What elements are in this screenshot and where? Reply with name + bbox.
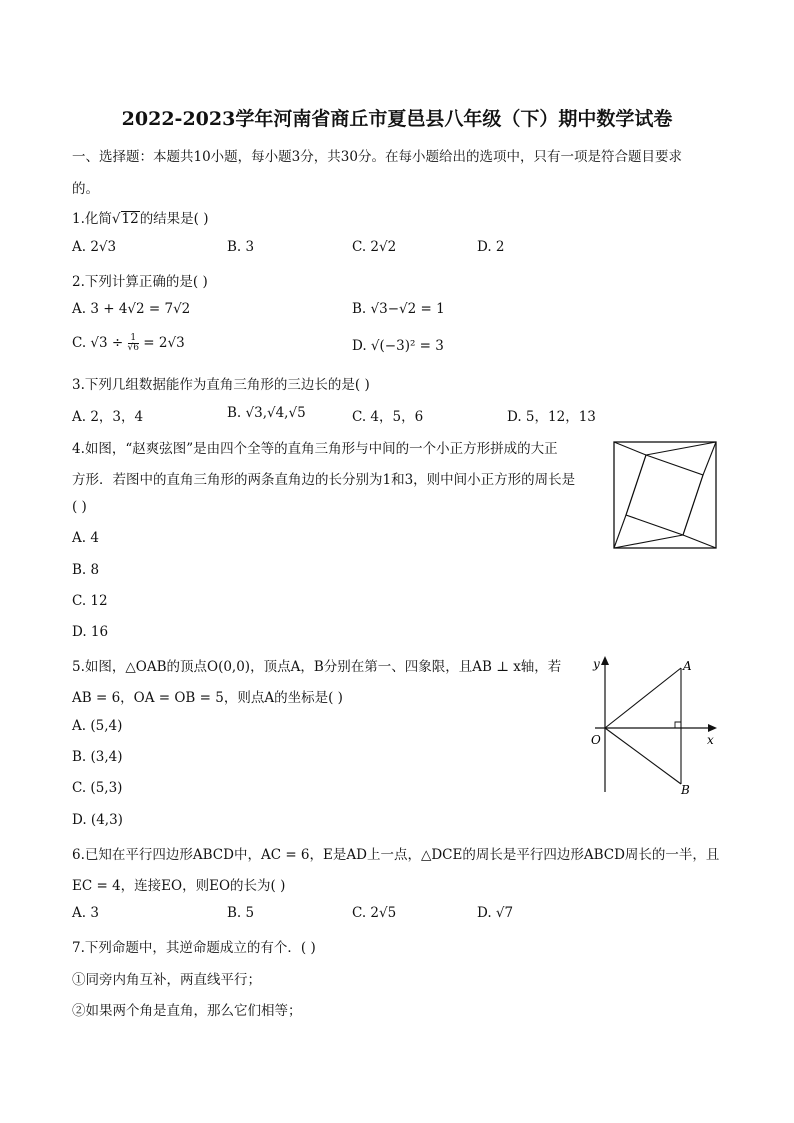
q1-option-d: D. 2 [477,239,505,255]
fraction-denominator: √6 [127,343,139,353]
right-angle-mark [675,722,681,728]
q7-stem: 7.下列命题中，其逆命题成立的有个．( ) [72,940,316,956]
q5-line1: 5.如图，△OAB的顶点O(0,0)，顶点A，B分别在第一、四象限，且AB ⊥ x轴，若 [72,659,562,675]
q4-option-b: B. 8 [72,562,100,578]
triangle-edge [614,442,646,455]
q4-line2: 方形．若图中的直角三角形的两条直角边的长分别为1和3，则中间小正方形的周长是 [72,472,576,488]
q1-option-c: C. 2√2 [352,239,397,255]
q4-option-d: D. 16 [72,624,109,640]
zhao-shuang-diagram [612,440,718,550]
q6-line2: EC = 4，连接EO，则EO的长为( ) [72,878,286,894]
q6-option-b: B. 5 [227,905,255,921]
q5-option-b: B. (3,4) [72,749,123,765]
q3-option-d: D. 5，12，13 [507,409,596,425]
q4-line3: ( ) [72,499,87,515]
q2-option-c-prefix: C. [72,335,87,351]
q4-line1: 4.如图，“赵爽弦图”是由四个全等的直角三角形与中间的一个小正方形拼成的大正 [72,441,558,457]
q4-option-a: A. 4 [72,530,99,546]
outer-square [614,442,716,548]
q1-stem-b: 的结果是( ) [139,211,209,227]
triangle-edge [646,442,716,455]
q3-stem: 3.下列几组数据能作为直角三角形的三边长的是( ) [72,377,370,393]
q1-option-a: A. 2√3 [72,239,117,255]
q4-option-c: C. 12 [72,593,108,609]
q2-option-a: A. 3 + 4√2 = 7√2 [72,301,191,317]
q7-item1: ①同旁内角互补，两直线平行； [72,972,261,988]
q3-option-b: B. √3,√4,√5 [227,405,306,421]
segment-OA [605,668,681,728]
label-x: x [707,733,714,747]
q3-option-c: C. 4，5，6 [352,409,424,425]
radical-sign: √ [111,211,121,227]
x-axis-arrow [708,724,717,732]
q1-radicand: 12 [121,211,139,227]
label-B: B [681,783,690,797]
q6-option-a: A. 3 [72,905,99,921]
triangle-edge [614,515,626,548]
triangle-edge [703,442,716,475]
q5-option-c: C. (5,3) [72,780,123,796]
fraction [128,334,139,353]
q1-option-b: B. 3 [227,239,255,255]
q5-line2: AB = 6，OA = OB = 5，则点A的坐标是( ) [72,690,343,706]
q1-stem-a: 1.化简 [72,211,112,227]
q1-stem [72,207,209,227]
triangle-edge [614,535,683,548]
q2-option-d: D. √(−3)² = 3 [352,338,444,354]
triangle-edge [683,535,716,548]
q2-option-b: B. √3−√2 = 1 [352,301,445,317]
q7-item2: ②如果两个角是直角，那么它们相等； [72,1003,302,1019]
q2-stem: 2.下列计算正确的是( ) [72,274,208,290]
coordinate-diagram [585,652,725,802]
label-A: A [683,659,692,673]
q5-option-a: A. (5,4) [72,718,123,734]
y-axis-arrow [601,656,609,665]
q6-option-c: C. 2√5 [352,905,397,921]
section-heading-line2: 的。 [72,181,99,197]
fraction-numerator: 1 [128,334,139,344]
q2-option-c: C. √3 ÷ $\frac{1}{√6}$ = 2√3 [72,333,185,353]
label-O: O [591,733,601,747]
q6-line1: 6.已知在平行四边形ABCD中，AC = 6，E是AD上一点，△DCE的周长是平行四边形ABCD周长的一半，且 [72,847,720,863]
q5-option-d: D. (4,3) [72,812,123,828]
segment-OB [605,728,681,784]
page-title: 2022-2023学年河南省商丘市夏邑县八年级（下）期中数学试卷 [121,108,673,130]
inner-square [626,455,703,535]
label-y: y [593,657,600,671]
section-heading-line1: 一、选择题：本题共10小题，每小题3分，共30分。在每小题给出的选项中，只有一项是符合题目要求 [72,149,682,165]
q6-option-d: D. √7 [477,905,514,921]
q3-option-a: A. 2，3，4 [72,409,144,425]
